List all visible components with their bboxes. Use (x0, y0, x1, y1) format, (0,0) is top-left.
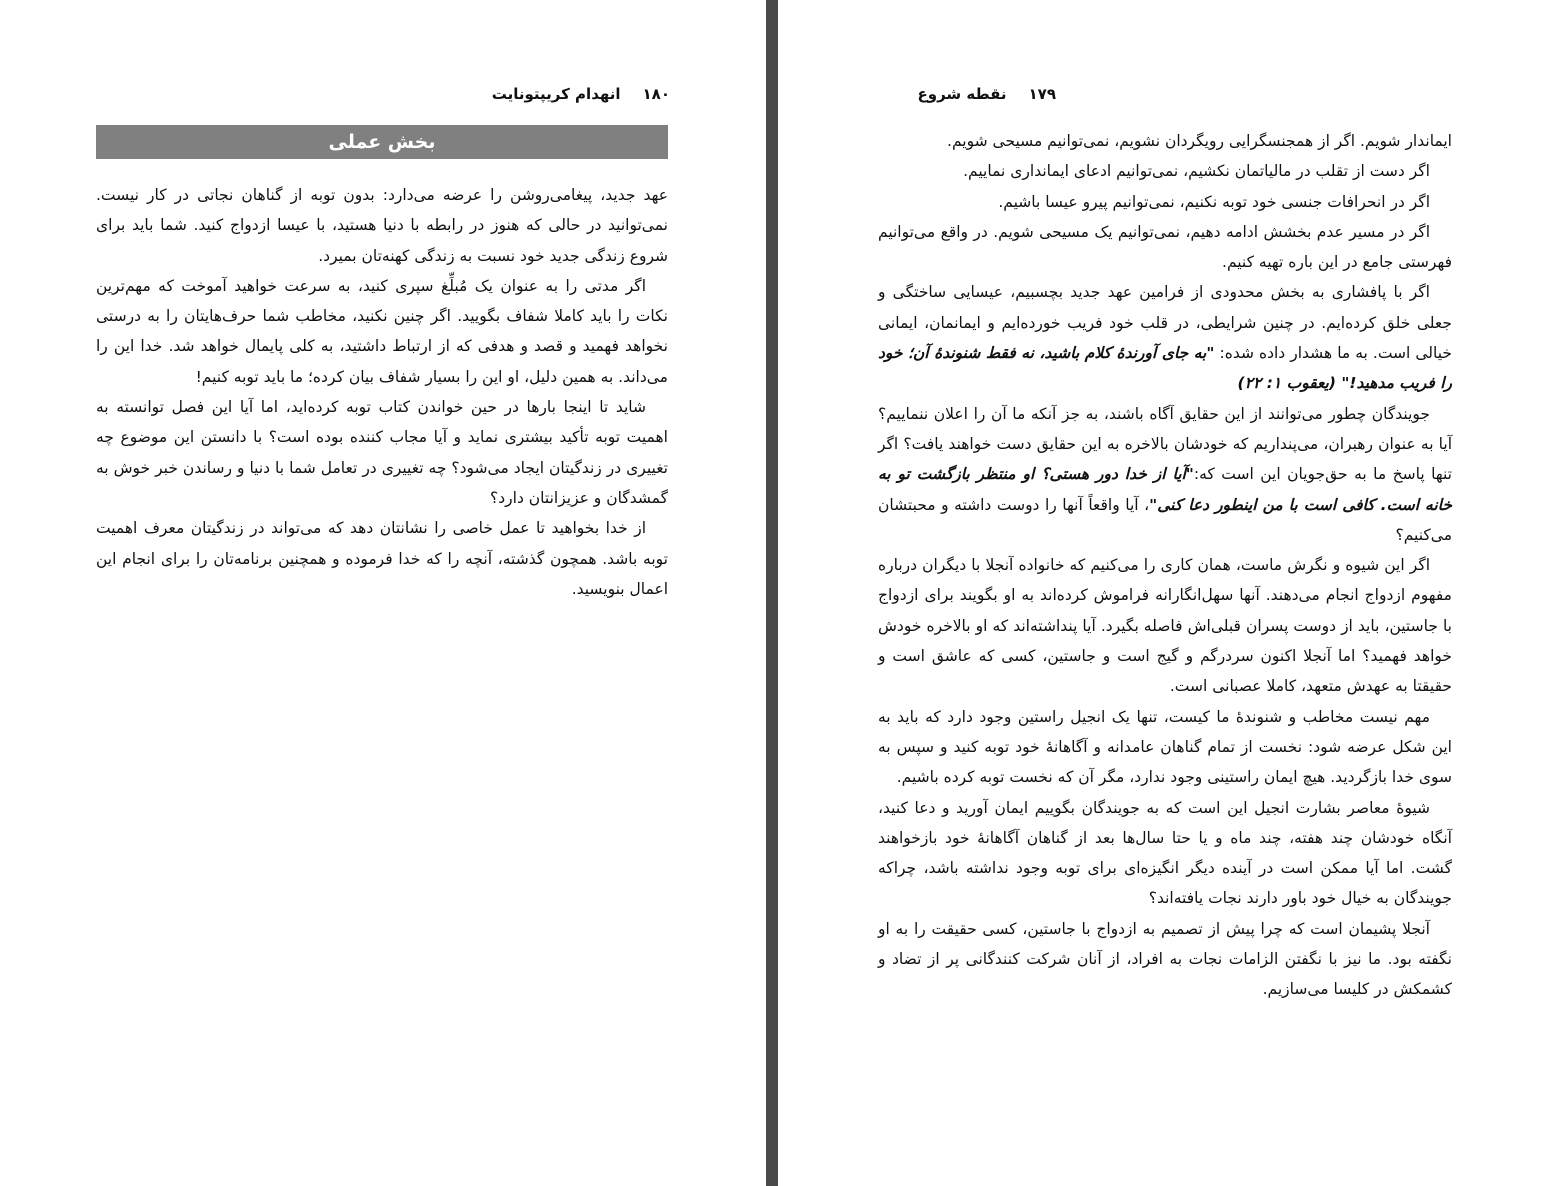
paragraph (878, 399, 1452, 550)
paragraph: شیوهٔ معاصر بشارت انجیل این است که به جویندگان بگوییم ایمان آورید و دعا کنید، آنگاه خودشان چند هفته، چند ماه و یا حتا سال‌ها بعد از گناهان آگاهانهٔ خود بازخواهند گشت. اما آیا ممکن است در آینده دیگر انگیزه‌ای برای توبه وجود نداشته باشد، چراکه جویندگان به خیال خود باور دارند نجات یافته‌اند؟ (878, 798, 1452, 908)
right-page (778, 0, 1548, 1186)
left-page (0, 0, 768, 1186)
paragraph-text: اگر با پافشاری به بخش محدودی از فرامین عهد جدید بچسبیم، عیسایی ساختگی و جعلی خلق کرده‌ایم. در چنین شرایطی، در قلب خود فریب خورده‌ایم و ایمانمان، ایمانی خیالی است. به ما هشدار داده شده: (878, 283, 1452, 363)
paragraph: اگر مدتی را به عنوان یک مُبلِّغ سپری کنید، به سرعت خواهید آموخت که مهم‌ترین نکات را باید کاملا شفاف بگویید. اگر چنین نکنید، مخاطب شما حرف‌هایتان را به درستی نخواهد فهمید و قصد و هدفی که از ارتباط داشتید، به کلی پایمال خواهد شد. خدا این را می‌داند. به همین دلیل، او این را بسیار شفاف بیان کرده؛ ما باید توبه کنیم! (96, 276, 668, 386)
paragraph: اگر این شیوه و نگرش ماست، همان کاری را می‌کنیم که خانواده آنجلا با دیگران درباره مفهوم ازدواج انجام می‌دهند. آنها سهل‌انگارانه فراموش کرده‌اند به او بگویند برای ازدواج با جاستین، باید از دوست پسران قبلی‌اش فاصله بگیرد. آیا پنداشته‌اند که او بالاخره خودش خواهد فهمید؟ اما آنجلا اکنون سردرگم و گیج است و جاستین، کسی که عاشق است و حقیقتا به عهدش متعهد، کاملا عصبانی است. (878, 556, 1452, 696)
paragraph: عهد جدید، پیغامی‌روشن را عرضه می‌دارد: بدون توبه از گناهان نجاتی در کار نیست. نمی‌توانید در حالی که هنوز در رابطه با دنیا هستید، با عیسا ازدواج کنید. شما باید برای شروع زندگی جدید خود نسبت به زندگی کهنه‌تان بمیرد. (96, 186, 668, 265)
paragraph (878, 277, 1452, 398)
paragraph: شاید تا اینجا بارها در حین خواندن کتاب توبه کرده‌اید، اما آیا این فصل توانسته به اهمیت توبه تأکید بیشتری نماید و آیا مجاب کننده بوده است؟ با دانستن این موضوع چه تغییری در زندگیتان ایجاد می‌شود؟ چه تغییری در تعامل شما با دنیا و رساندن خبر خوش به گمشدگان و عزیزانتان دارد؟ (96, 398, 668, 507)
paragraph: اگر در مسیر عدم بخشش ادامه دهیم، نمی‌توانیم یک مسیحی شویم. در واقع می‌توانیم فهرستی جامع در این باره تهیه کنیم. (878, 222, 1452, 272)
paragraph-text: جویندگان چطور می‌توانند از این حقایق آگاه باشند، به جز آنکه ما آن را اعلان ننماییم؟ آیا به عنوان رهبران، می‌پنداریم که خودشان بالاخره به این حقایق دست خواهند یافت؟ اگر تنها پاسخ ما به حق‌جویان این است که: (878, 404, 1452, 484)
left-page-body (96, 180, 668, 604)
paragraph: اگر دست از تقلب در مالیاتمان نکشیم، نمی‌توانیم ادعای ایمانداری نماییم. (963, 162, 1430, 181)
paragraph: مهم نیست مخاطب و شنوندهٔ ما کیست، تنها یک انجیل راستین وجود دارد که باید به این شکل عرضه شود: نخست از تمام گناهان عامدانه و آگاهانهٔ خود توبه کنید و سپس به سوی خدا بازگردید. هیچ ایمان راستینی وجود ندارد، مگر آن که نخست توبه کرده باشیم. (878, 707, 1452, 787)
inline-quote: "آیا از خدا دور هستی؟ او منتظر بازگشت تو به خانه است. کافی است با من اینطور دعا کنی" (878, 465, 1452, 514)
running-header-right (876, 82, 1056, 106)
running-title-right: نقطه شروع (917, 85, 1007, 103)
page-number-left: ۱۸۰ (642, 85, 670, 103)
paragraph: اگر در انحرافات جنسی خود توبه نکنیم، نمی‌توانیم پیرو عیسا باشیم. (998, 192, 1430, 211)
paragraph: از خدا بخواهید تا عمل خاصی را نشانتان دهد که می‌تواند در زندگیتان معرف اهمیت توبه باشد. همچون گذشته، آنچه را که خدا فرموده و همچنین برنامه‌تان را برای انجام این اعمال بنویسید. (96, 519, 668, 598)
running-header-left (490, 82, 670, 106)
paragraph: ایماندار شویم. اگر از همجنسگرایی رویگردان نشویم، نمی‌توانیم مسیحی شویم. (947, 132, 1452, 150)
paragraph-text: ، آیا واقعاً آنها را دوست داشته و محبتشان می‌کنیم؟ (878, 495, 1452, 544)
section-title: بخش عملی (328, 131, 436, 153)
scripture-quote: "به جای آورندهٔ کلام باشید، نه فقط شنوندهٔ آن؛ خود را فریب مدهید!" (یعقوب ۱: ۲۲) (878, 344, 1452, 393)
running-title-left: انهدام کریپتونایت (491, 85, 621, 103)
paragraph: آنجلا پشیمان است که چرا پیش از تصمیم به ازدواج با جاستین، کسی حقیقت را به او نگفته بود. ما نیز با نگفتن الزامات نجات به افراد، از آنان شرکت کنندگانی پر از تضاد و کشمکش در کلیسا می‌سازیم. (878, 919, 1452, 999)
book-spine-gutter (766, 0, 778, 1186)
right-page-body (878, 126, 1452, 1005)
page-number-right: ۱۷۹ (1028, 85, 1056, 103)
section-title-bar (96, 125, 668, 159)
